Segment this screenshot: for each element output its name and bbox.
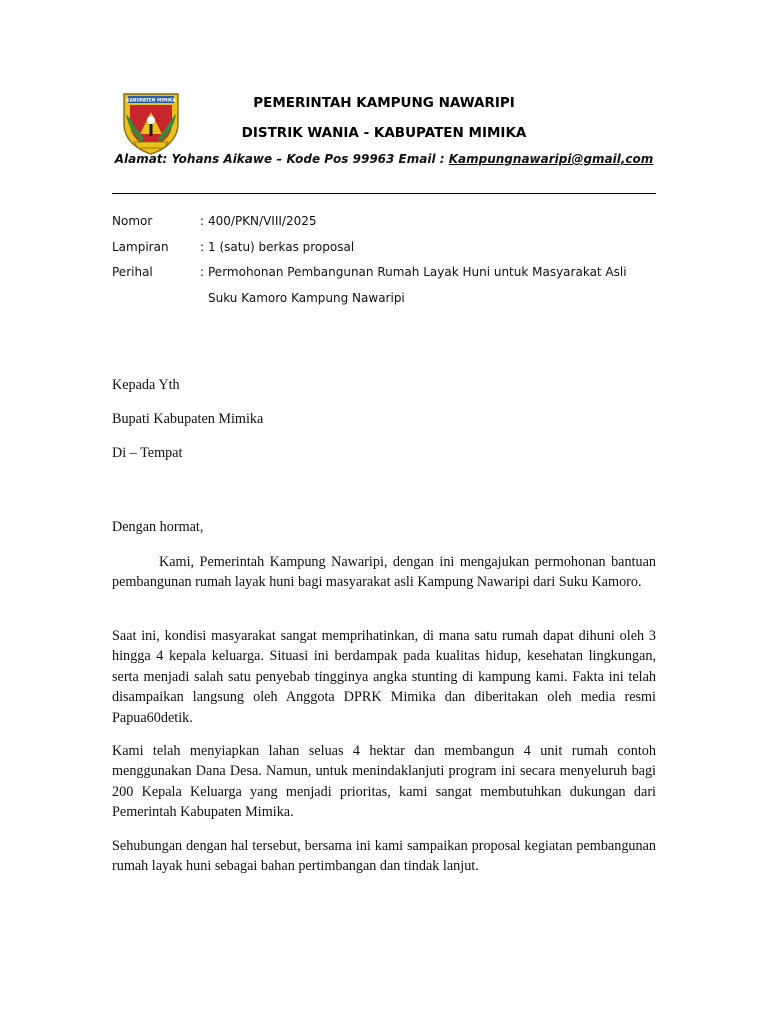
body-paragraph-3: Kami telah menyiapkan lahan seluas 4 hektar dan membangun 4 unit rumah contoh menggunakan Dana Desa. Namun, untuk menindaklanjuti program ini secara menyeluruh bagi 200 Kepala Keluarga yang menjadi prioritas, kami sangat membutuhkan dukungan dari Pemerintah Kabupaten Mimika. [112, 743, 656, 821]
meta-perihal-value-2: Suku Kamoro Kampung Nawaripi [208, 290, 405, 305]
meta-separator: : [200, 265, 205, 279]
email-link[interactable]: Kampungnawaripi@gmail,com [448, 152, 654, 166]
recipient-line-1: Kepada Yth [112, 377, 180, 393]
letterhead-address [112, 152, 656, 166]
meta-lampiran-row [112, 235, 627, 261]
letterhead-title-2: DISTRIK WANIA - KABUPATEN MIMIKA [241, 125, 527, 141]
meta-lampiran-label: Lampiran [112, 239, 169, 254]
meta-perihal-label: Perihal [112, 265, 153, 279]
meta-perihal-value-1: Permohonan Pembangunan Rumah Layak Huni untuk Masyarakat Asli [208, 265, 627, 279]
letterhead-title-1: PEMERINTAH KAMPUNG NAWARIPI [253, 95, 515, 111]
salutation: Dengan hormat, [112, 519, 204, 535]
recipient-line-2: Bupati Kabupaten Mimika [112, 411, 264, 427]
meta-separator: : [200, 214, 205, 228]
body-paragraph-1: Kami, Pemerintah Kampung Nawaripi, dengan ini mengajukan permohonan bantuan pembangunan rumah layak huni bagi masyarakat asli Kampung Nawaripi dari Suku Kamoro. [112, 554, 656, 591]
meta-nomor-label: Nomor [112, 214, 153, 228]
emblem-banner-text: KABUPATEN MIMIKA [126, 98, 176, 104]
letterhead-divider [112, 193, 656, 194]
meta-nomor-row [112, 209, 627, 235]
meta-perihal-row [112, 260, 627, 286]
body-paragraph-2: Saat ini, kondisi masyarakat sangat memprihatinkan, di mana satu rumah dapat dihuni oleh 3 hingga 4 kepala keluarga. Situasi ini berdampak pada kualitas hidup, kesehatan lingkungan, serta menjadi salah satu penyebab tingginya angka stunting di kampung kami. Fakta ini telah disampaikan langsung oleh Anggota DPRK Mimika dan diberitakan oleh media resmi Papua60detik. [112, 628, 656, 726]
letter-meta [112, 209, 627, 311]
meta-nomor-value: 400/PKN/VIII/2025 [208, 214, 317, 228]
meta-separator: : [200, 239, 205, 254]
meta-lampiran-value: 1 (satu) berkas proposal [208, 239, 355, 254]
recipient-line-3: Di – Tempat [112, 445, 183, 461]
body-paragraph-4: Sehubungan dengan hal tersebut, bersama ini kami sampaikan proposal kegiatan pembangunan rumah layak huni sebagai bahan pertimbangan dan tindak lanjut. [112, 838, 656, 875]
address-text: Alamat: Yohans Aikawe – Kode Pos 99963 Email : [114, 152, 449, 166]
